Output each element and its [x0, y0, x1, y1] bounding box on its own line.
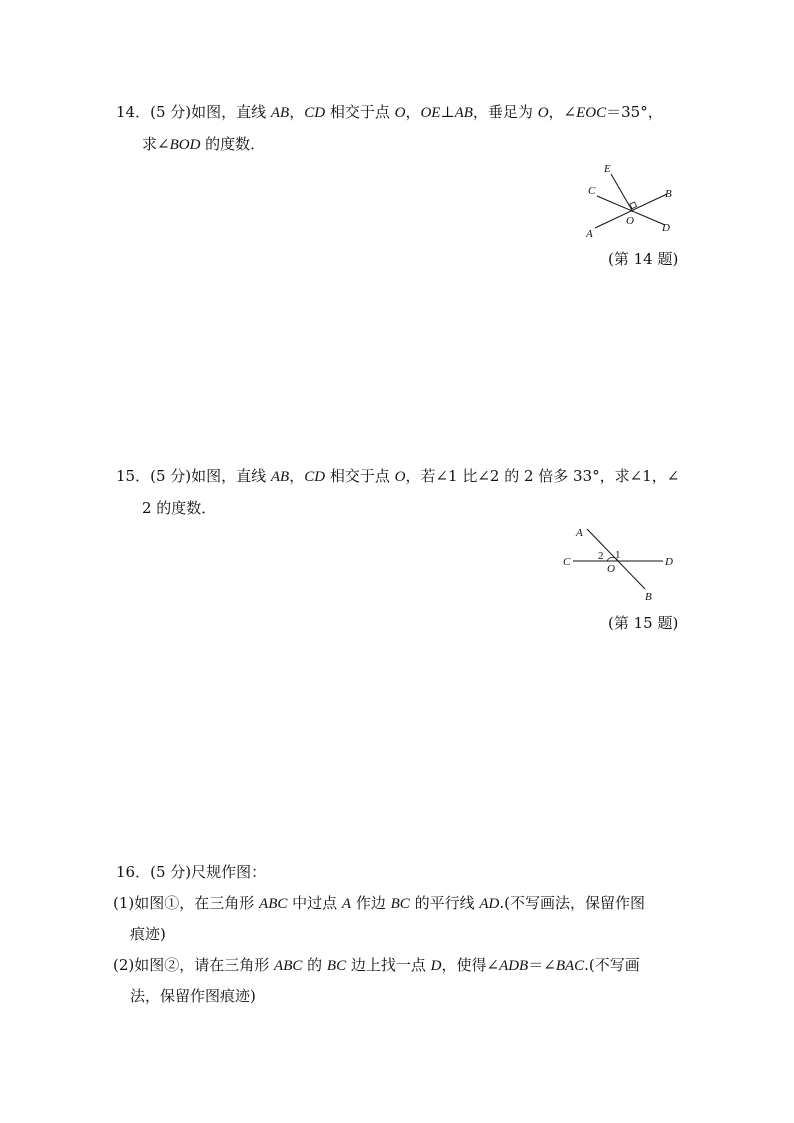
q14-text-line2: 求∠BOD 的度数．: [142, 135, 266, 153]
q14-label-c: C: [588, 185, 596, 197]
q15-figure: [560, 522, 680, 602]
q14-text-line1: 14．(5 分)如图，直线 AB，CD 相交于点 O，OE⊥AB，垂足为 O，∠EOC＝35°，: [116, 103, 663, 121]
q16-part1-line2: 痕迹): [130, 925, 166, 943]
q15-label-a: A: [576, 527, 583, 539]
q15-label-1: 1: [615, 549, 621, 561]
q14-label-a: A: [586, 228, 593, 240]
q14-label-o: O: [626, 215, 634, 227]
q15-label-b: B: [645, 591, 652, 603]
q14-label-d: D: [662, 222, 670, 234]
q15-label-o: O: [607, 563, 615, 575]
q16-part2-line1: (2)如图②，请在三角形 ABC 的 BC 边上找一点 D，使得∠ADB＝∠BAC.(不写画: [113, 956, 640, 974]
q14-label-b: B: [665, 188, 672, 200]
q14-caption: (第 14 题): [608, 250, 679, 268]
q15-label-c: C: [563, 556, 571, 568]
q16-text-line1: 16．(5 分)尺规作图：: [116, 863, 267, 881]
q14-label-e: E: [604, 163, 611, 175]
q16-part1-line1: (1)如图①，在三角形 ABC 中过点 A 作边 BC 的平行线 AD.(不写画法，保留作图: [113, 894, 645, 912]
q15-text-line2: 2 的度数．: [142, 499, 217, 517]
q15-label-2: 2: [598, 550, 604, 562]
q15-label-d: D: [665, 556, 673, 568]
q15-text-line1: 15．(5 分)如图，直线 AB，CD 相交于点 O，若∠1 比∠2 的 2 倍多 33°，求∠1，∠: [116, 467, 680, 485]
q16-part2-line2: 法，保留作图痕迹): [130, 987, 256, 1005]
q14-figure: [575, 158, 695, 248]
q15-caption: (第 15 题): [608, 614, 679, 632]
